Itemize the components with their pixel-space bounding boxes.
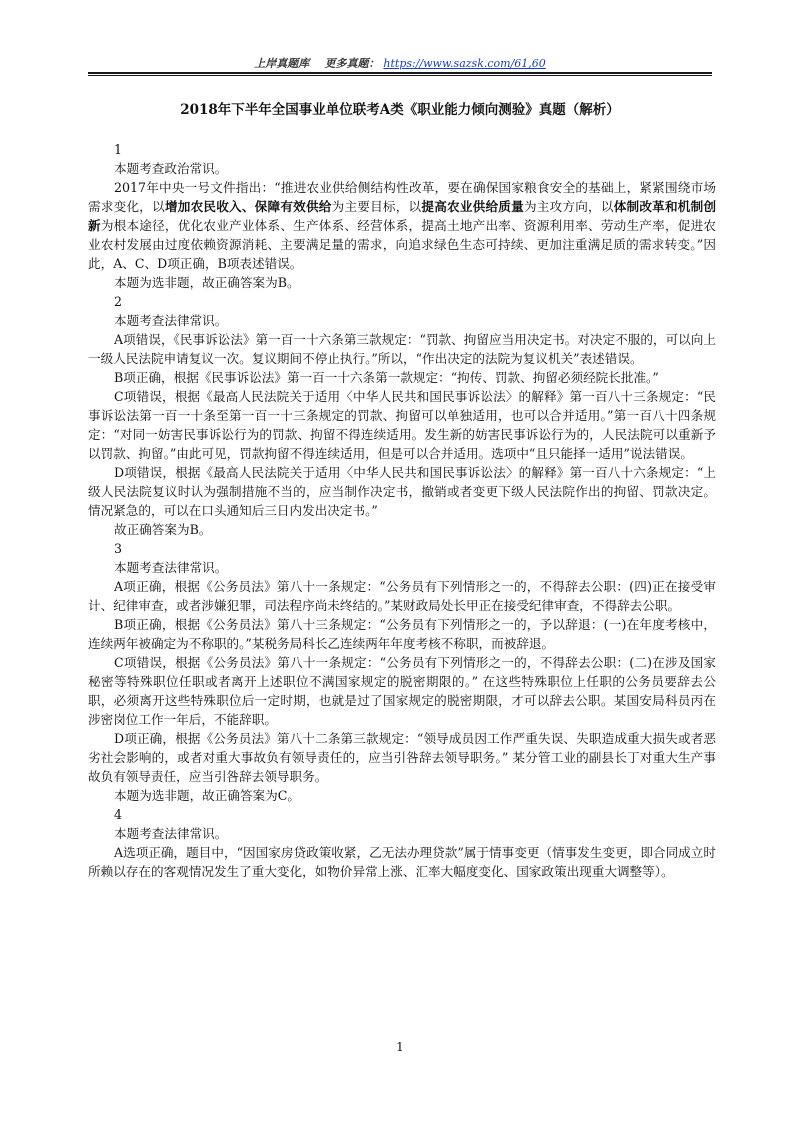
header-rule-thin [88, 75, 712, 76]
option-analysis-b: B项正确，根据《公务员法》第八十三条规定：“公务员有下列情形之一的，予以辞退：(一)在年度考核中，连续两年被确定为不称职的。”某税务局科长乙连续两年年度考核不称职，而被辞退。 [88, 617, 716, 651]
option-analysis-c: C项错误，根据《公务员法》第八十一条规定：“公务员有下列情形之一的，不得辞去公职：(二)在涉及国家秘密等特殊职位任职或者离开上述职位不满国家规定的脱密期限的。” 在这些特殊职位上任职的公务员要辞去公职，必须离开这些特殊职位后一定时期，也就是过了国家规定的脱密期限，才可以辞去公职。某国安局科员丙在涉密岗位工作一年后，不能辞职。 [88, 655, 716, 727]
text-run: 为主攻方向，以 [523, 199, 614, 214]
header-rule [88, 72, 712, 74]
answer-line: 本题为选非题，故正确答案为C。 [114, 788, 300, 803]
bold-text: 提高农业供给质量 [421, 199, 524, 214]
document-title: 2018年下半年全国事业单位联考A类《职业能力倾向测验》真题（解析） [180, 102, 620, 118]
question-number: 1 [114, 142, 123, 157]
option-analysis-b: B项正确，根据《民事诉讼法》第一百一十六条第一款规定：“拘传、罚款、拘留必须经院长批准。” [114, 370, 659, 385]
header-link[interactable]: https://www.sazsk.com/61,60 [383, 57, 546, 70]
page-number: 1 [396, 1040, 404, 1054]
paragraph [88, 178, 716, 273]
answer-line: 故正确答案为B。 [114, 522, 212, 537]
option-analysis-c: C项错误，根据《最高人民法院关于适用〈中华人民共和国民事诉讼法〉的解释》第一百八十三条规定：“民事诉讼法第一百一十条至第一百一十三条规定的罚款、拘留可以单独适用，也可以合并适用。”第一百八十四条规定：“对同一妨害民事诉讼行为的罚款、拘留不得连续适用。发生新的妨害民事诉讼行为的，人民法院可以重新予以罚款、拘留。”由此可见，罚款拘留不得连续适用，但是可以合并适用。选项中“且只能择一适用”说法错误。 [88, 389, 716, 461]
question-intro: 本题考查法律常识。 [114, 313, 228, 328]
question-number: 4 [114, 807, 123, 822]
option-analysis-a: A项正确，根据《公务员法》第八十一条规定：“公务员有下列情形之一的，不得辞去公职：(四)正在接受审计、纪律审查，或者涉嫌犯罪，司法程序尚未终结的。”某财政局处长甲正在接受纪律审查，不得辞去公职。 [88, 579, 716, 613]
question-number: 3 [114, 541, 123, 556]
text-run: 为根本途径，优化农业产业体系、生产体系、经营体系，提高土地产出率、资源利用率、劳动生产率，促进农业农村发展由过度依赖资源消耗、主要满足量的需求，向追求绿色生态可持续、更加注重满足质的需求转变。”因此，A、C、D项正确，B项表述错误。 [88, 218, 717, 271]
bold-text: 体制改革和机制创新 [88, 199, 717, 233]
text-run: 2017年中央一号文件指出：“推进农业供给侧结构性改革，要在确保国家粮食安全的基础上，紧紧围绕市场需求变化，以 [88, 180, 716, 214]
page-header [0, 55, 800, 71]
question-intro: 本题考查政治常识。 [114, 161, 228, 176]
question-number: 2 [114, 294, 123, 309]
question-intro: 本题考查法律常识。 [114, 560, 228, 575]
header-middle: 更多真题： [324, 57, 380, 70]
option-analysis-a: A选项正确，题目中，“因国家房贷政策收紧，乙无法办理贷款”属于情事变更（情事发生变更，即合同成立时所赖以存在的客观情况发生了重大变化，如物价异常上涨、汇率大幅度变化、国家政策出现重大调整等）。 [88, 845, 716, 879]
document-body [88, 140, 716, 881]
option-analysis-d: D项正确，根据《公务员法》第八十二条第三款规定：“领导成员因工作严重失误、失职造成重大损失或者恶劣社会影响的，或者对重大事故负有领导责任的，应当引咎辞去领导职务。” 某分管工业的副县长丁对重大生产事故负有领导责任，应当引咎辞去领导职务。 [88, 731, 716, 784]
text-run: 为主要目标，以 [331, 199, 422, 214]
option-analysis-a: A项错误，《民事诉讼法》第一百一十六条第三款规定：“罚款、拘留应当用决定书。对决定不服的，可以向上一级人民法院申请复议一次。复议期间不停止执行。”所以，“作出决定的法院为复议机关”表述错误。 [88, 332, 716, 366]
question-intro: 本题考查法律常识。 [114, 826, 228, 841]
bold-text: 增加农民收入、保障有效供给 [164, 199, 332, 214]
option-analysis-d: D项错误，根据《最高人民法院关于适用〈中华人民共和国民事诉讼法〉的解释》第一百八十六条规定：“上级人民法院复议时认为强制措施不当的，应当制作决定书，撤销或者变更下级人民法院作出的拘留、罚款决定。情况紧急的，可以在口头通知后三日内发出决定书。” [88, 465, 716, 518]
header-left: 上岸真题库 [254, 57, 310, 70]
answer-line: 本题为选非题，故正确答案为B。 [114, 275, 300, 290]
